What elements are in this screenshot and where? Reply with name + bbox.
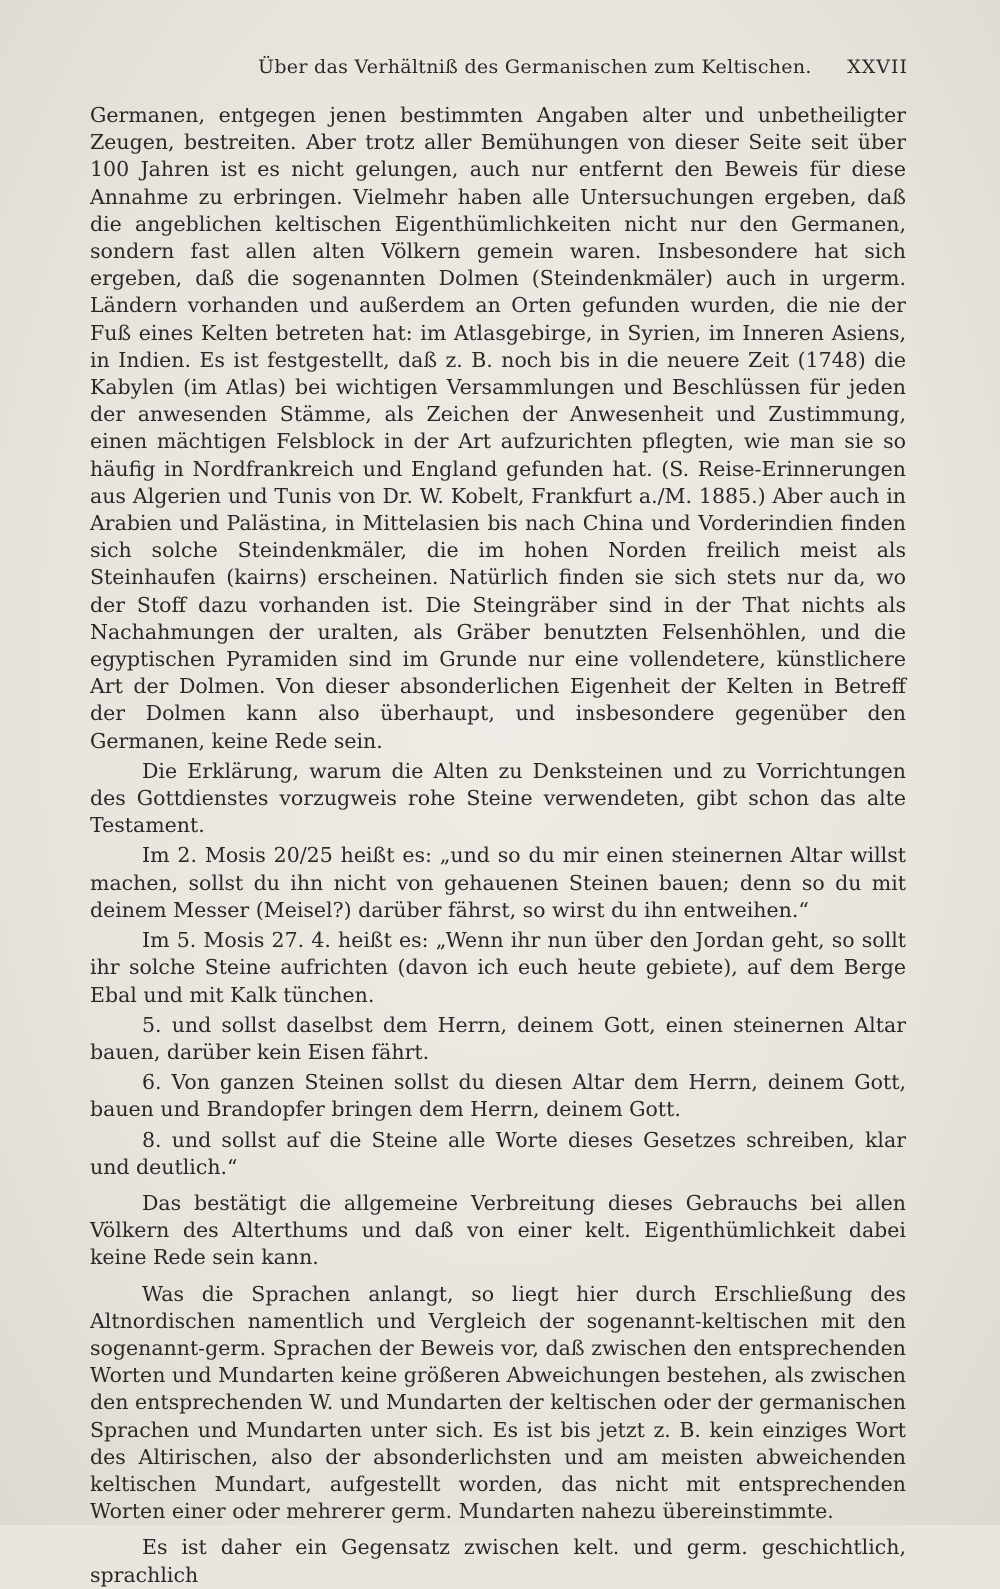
running-head <box>88 56 908 90</box>
paragraph-continuation: Germanen, entgegen jenen bestimmten Angaben alter und unbetheiligter Zeugen, bestreiten. Aber trotz aller Bemühungen von dieser Seite seit über 100 Jahren ist es nicht gelungen, auch nur entfernt den Beweis für diese Annahme zu erbringen. Vielmehr haben alle Untersuchungen ergeben, daß die angeblichen keltischen Eigenthümlichkeiten nicht nur den Germanen, sondern fast allen alten Völkern gemein waren. Insbesondere hat sich ergeben, daß die sogenannten Dolmen (Steindenkmäler) auch in urgerm. Ländern vorhanden und außerdem an Orten gefunden wurden, die nie der Fuß eines Kelten betreten hat: im Atlasgebirge, in Syrien, im Inneren Asiens, in Indien. Es ist festgestellt, daß z. B. noch bis in die neuere Zeit (1748) die Kabylen (im Atlas) bei wichtigen Versammlungen und Beschlüssen für jeden der anwesenden Stämme, als Zeichen der Anwesenheit und Zustimmung, einen mächtigen Felsblock in der Art aufzurichten pflegten, wie man sie so häufig in Nordfrankreich und England gefunden hat. (S. Reise-Erinnerungen aus Algerien und Tunis von Dr. W. Kobelt, Frankfurt a./M. 1885.) Aber auch in Arabien und Palästina, in Mittelasien bis nach China und Vorderindien finden sich solche Steindenkmäler, die im hohen Norden freilich meist als Steinhaufen (kairns) erscheinen. Natürlich finden sie sich stets nur da, wo der Stoff dazu vorhanden ist. Die Steingräber sind in der That nichts als Nachahmungen der uralten, als Gräber benutzten Felsenhöhlen, und die egyptischen Pyramiden sind im Grunde nur eine vollendetere, künstlichere Art der Dolmen. Von dieser absonderlichen Eigenheit der Kelten in Betreff der Dolmen kann also überhaupt, und insbesondere gegenüber den Germanen, keine Rede sein. <box>90 103 906 753</box>
body-text <box>90 102 906 1589</box>
paragraph-final: Es ist daher ein Gegensatz zwischen kelt. und germ. geschichtlich, sprachlich <box>90 1535 906 1587</box>
running-title: Über das Verhältniß des Germanischen zum Keltischen. <box>258 56 812 78</box>
paragraph-verse-5: 5. und sollst daselbst dem Herrn, deinem Gott, einen steinernen Altar bauen, darüber kein Eisen fährt. <box>90 1012 906 1064</box>
paragraph-verse-8: 8. und sollst auf die Steine alle Worte dieses Gesetzes schreiben, klar und deutlich.“ <box>90 1127 906 1179</box>
page-number: XXVII <box>847 56 908 78</box>
paragraph-languages: Was die Sprachen anlangt, so liegt hier durch Erschließung des Altnordischen namentlich und Vergleich der sogenannt-keltischen mit den sogenannt-germ. Sprachen der Beweis vor, daß zwischen den entsprechenden Worten und Mundarten keine größeren Abweichungen bestehen, als zwischen den entsprechenden W. und Mundarten der keltischen oder der germanischen Sprachen und Mundarten unter sich. Es ist bis jetzt z. B. kein einziges Wort des Altirischen, also der absonderlichsten und am meisten abweichenden keltischen Mundart, aufgestellt worden, das nicht mit entsprechenden Worten einer oder mehrerer germ. Mundarten nahezu übereinstimmte. <box>90 1281 906 1524</box>
paragraph-verse-6: 6. Von ganzen Steinen sollst du diesen Altar dem Herrn, deinem Gott, bauen und Brandopfer bringen dem Herrn, deinem Gott. <box>90 1070 906 1122</box>
paragraph-quote-exodus: Im 2. Mosis 20/25 heißt es: „und so du mir einen steinernen Altar willst machen, sollst du ihn nicht von gehauenen Steinen bauen; denn so du mit deinem Messer (Meisel?) darüber fährst, so wirst du ihn entweihen.“ <box>90 843 906 922</box>
paragraph-quote-deuteronomy: Im 5. Mosis 27. 4. heißt es: „Wenn ihr nun über den Jordan geht, so sollt ihr solche Steine aufrichten (davon ich euch heute gebiete), auf dem Berge Ebal und mit Kalk tünchen. <box>90 928 906 1007</box>
paragraph-explanation: Die Erklärung, warum die Alten zu Denksteinen und zu Vorrichtungen des Gottdienstes vorzugweis rohe Steine verwendeten, gibt schon das alte Testament. <box>90 758 906 838</box>
paragraph-conclusion: Das bestätigt die allgemeine Verbreitung dieses Gebrauchs bei allen Völkern des Alterthums und daß von einer kelt. Eigenthümlichkeit dabei keine Rede sein kann. <box>90 1190 906 1270</box>
